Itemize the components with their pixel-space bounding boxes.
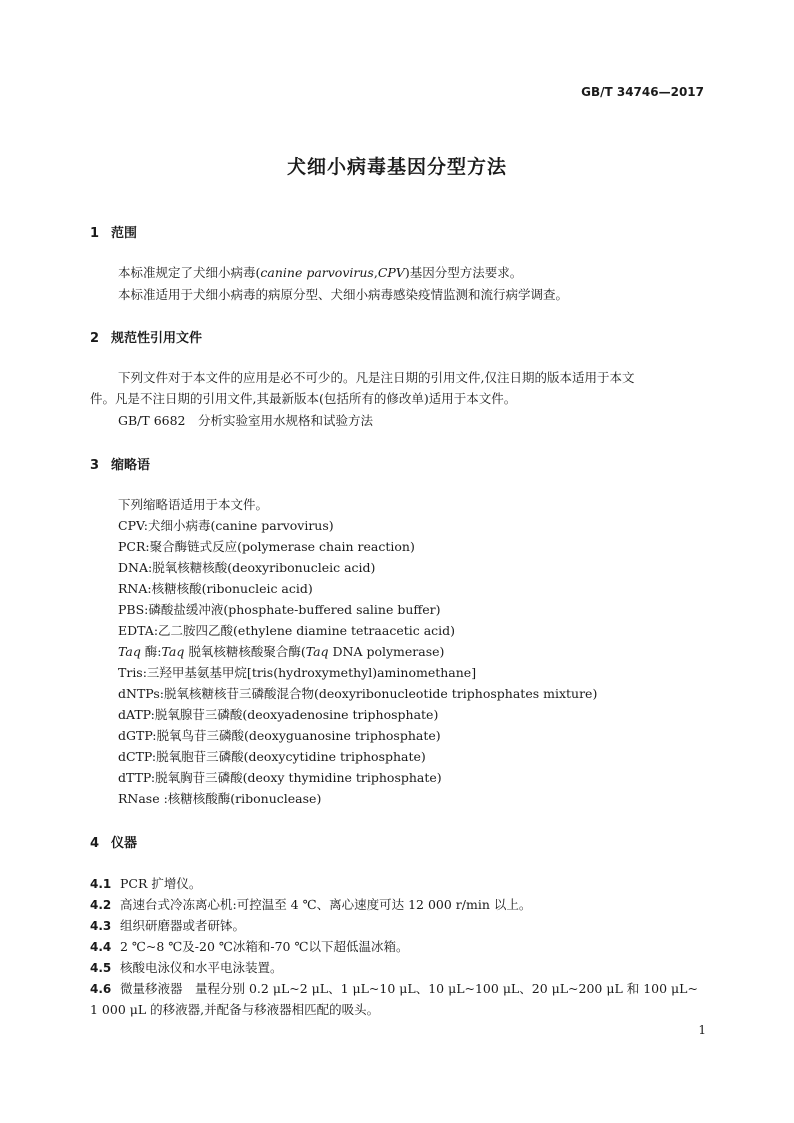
- section-title: 缩略语: [111, 458, 151, 473]
- abbr-dttp: dTTP:脱氧胸苷三磷酸(deoxy thymidine triphosphate): [118, 770, 442, 785]
- standard-number: GB/T 34746—2017: [581, 85, 704, 99]
- item-text: 微量移液器 量程分别 0.2 μL~2 μL、1 μL~10 μL、10 μL~100 μL、20 μL~200 μL 和 100 μL~: [120, 981, 698, 996]
- abbr-tris: Tris:三羟甲基氨基甲烷[tris(hydroxymethyl)aminomethane]: [118, 665, 477, 680]
- item-number: 4.2: [90, 898, 112, 912]
- equipment-item-4-6-continuation: 1 000 μL 的移液器,并配备与移液器相匹配的吸头。: [90, 1002, 380, 1017]
- item-text: 核酸电泳仪和水平电泳装置。: [120, 960, 283, 975]
- section-title: 仪器: [111, 836, 138, 851]
- item-text: 2 ℃~8 ℃及-20 ℃冰箱和-70 ℃以下超低温冰箱。: [120, 939, 409, 954]
- references-paragraph-line-2: 件。凡是不注日期的引用文件,其最新版本(包括所有的修改单)适用于本文件。: [90, 391, 517, 406]
- text-run: DNA polymerase): [328, 644, 445, 659]
- section-number: 2: [90, 331, 100, 346]
- item-number: 4.1: [90, 877, 112, 891]
- item-number: 4.3: [90, 919, 112, 933]
- item-text: 高速台式冷冻离心机:可控温至 4 ℃、离心速度可达 12 000 r/min 以上。: [120, 897, 532, 912]
- references-paragraph-line-1: 下列文件对于本文件的应用是必不可少的。凡是注日期的引用文件,仅注日期的版本适用于本文: [118, 370, 635, 385]
- italic-run: Taq: [305, 644, 329, 659]
- section-number: 3: [90, 458, 100, 473]
- abbr-edta: EDTA:乙二胺四乙酸(ethylene diamine tetraacetic acid): [118, 623, 456, 638]
- abbr-dgtp: dGTP:脱氧鸟苷三磷酸(deoxyguanosine triphosphate): [118, 728, 441, 743]
- equipment-item-4-4: [90, 937, 408, 955]
- document-title: 犬细小病毒基因分型方法: [286, 156, 507, 178]
- abbr-datp: dATP:脱氧腺苷三磷酸(deoxyadenosine triphosphate): [118, 707, 439, 722]
- text-run: )基因分型方法要求。: [404, 265, 523, 280]
- italic-run: Taq: [161, 644, 185, 659]
- text-run: 本标准规定了犬细小病毒(: [118, 265, 261, 280]
- italic-run: CPV: [377, 265, 405, 280]
- item-number: 4.5: [90, 961, 112, 975]
- item-number: 4.6: [90, 982, 112, 996]
- abbr-rna: RNA:核糖核酸(ribonucleic acid): [118, 581, 313, 596]
- section-title: 规范性引用文件: [111, 331, 203, 346]
- text-run: 酶:: [140, 644, 162, 659]
- page-number: 1: [698, 1023, 706, 1037]
- abbr-rnase: RNase :核糖核酸酶(ribonuclease): [118, 791, 322, 806]
- italic-run: canine parvovirus: [260, 265, 374, 280]
- section-number: 4: [90, 836, 100, 851]
- abbr-dna: DNA:脱氧核糖核酸(deoxyribonucleic acid): [118, 560, 376, 575]
- abbr-dntps: dNTPs:脱氧核糖核苷三磷酸混合物(deoxyribonucleotide triphosphates mixture): [118, 686, 598, 701]
- section-4-heading: [90, 832, 137, 851]
- scope-paragraph-1: [118, 263, 522, 281]
- item-number: 4.4: [90, 940, 112, 954]
- item-text: PCR 扩增仪。: [120, 876, 202, 891]
- abbr-taq: [118, 642, 444, 660]
- abbr-cpv: CPV:犬细小病毒(canine parvovirus): [118, 518, 334, 533]
- abbreviations-intro: 下列缩略语适用于本文件。: [118, 497, 269, 512]
- scope-paragraph-2: 本标准适用于犬细小病毒的病原分型、犬细小病毒感染疫情监测和流行病学调查。: [118, 287, 569, 302]
- text-run: ,: [373, 265, 378, 280]
- equipment-item-4-1: [90, 874, 201, 892]
- abbr-dctp: dCTP:脱氧胞苷三磷酸(deoxycytidine triphosphate): [118, 749, 426, 764]
- equipment-item-4-2: [90, 895, 531, 913]
- equipment-item-4-5: [90, 958, 283, 976]
- item-text: 组织研磨器或者研钵。: [120, 918, 246, 933]
- text-run: 脱氧核糖核酸聚合酶(: [184, 644, 306, 659]
- equipment-item-4-3: [90, 916, 245, 934]
- section-3-heading: [90, 454, 150, 473]
- abbr-pcr: PCR:聚合酶链式反应(polymerase chain reaction): [118, 539, 415, 554]
- section-1-heading: [90, 222, 137, 241]
- section-number: 1: [90, 226, 100, 241]
- section-2-heading: [90, 327, 202, 346]
- abbr-pbs: PBS:磷酸盐缓冲液(phosphate-buffered saline buffer): [118, 602, 441, 617]
- equipment-item-4-6: [90, 979, 698, 997]
- normative-reference: GB/T 6682 分析实验室用水规格和试验方法: [118, 413, 374, 428]
- italic-run: Taq: [118, 644, 141, 659]
- section-title: 范围: [111, 226, 138, 241]
